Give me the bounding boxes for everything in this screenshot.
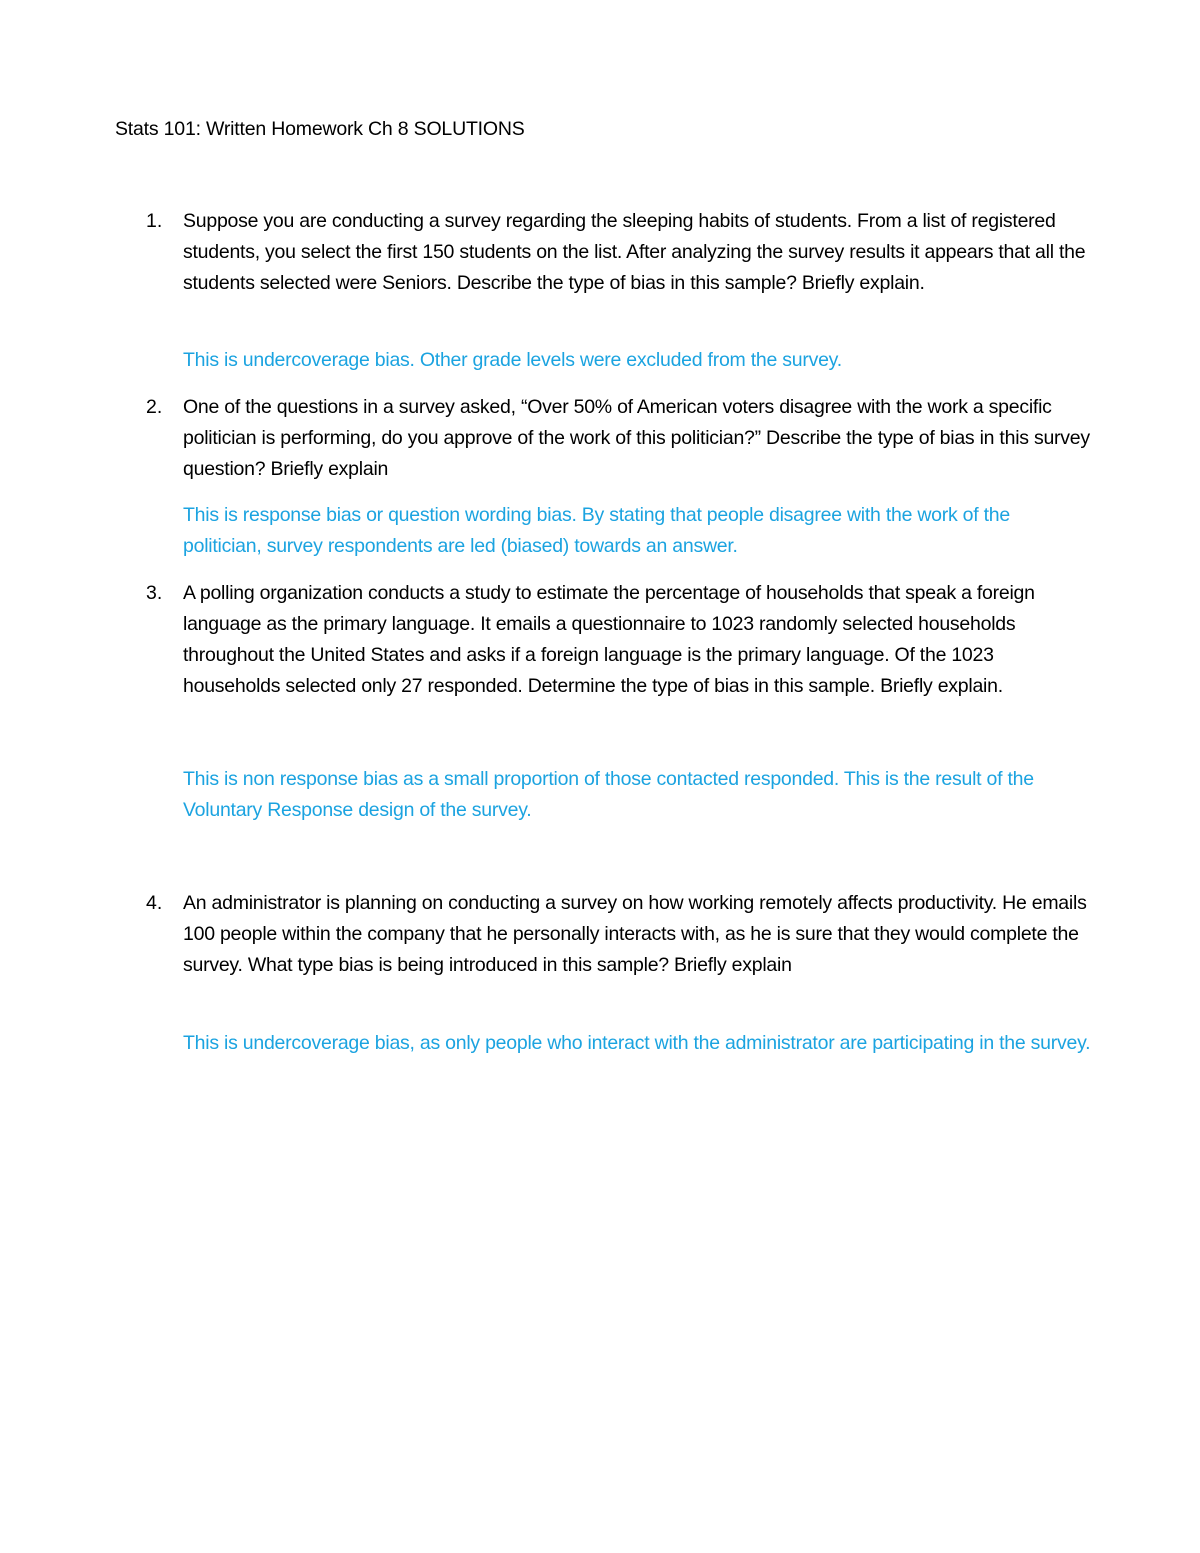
question-text: Suppose you are conducting a survey regarding the sleeping habits of students. From a list of registered students, you select the first 150 students on the list. After analyzing the survey results it appears that all the students selected were Seniors. Describe the type of bias in this sample? Briefly explain. bbox=[183, 210, 1086, 294]
question-block-2 bbox=[0, 392, 1200, 572]
question-number: 3. bbox=[146, 582, 163, 604]
question-number: 2. bbox=[146, 396, 163, 418]
question-text: One of the questions in a survey asked, “Over 50% of American voters disagree with the work a specific politician is performing, do you approve of the work of this politician?” Describe the type of bias in this survey question? Briefly explain bbox=[183, 396, 1090, 480]
answer-text: This is undercoverage bias. Other grade levels were excluded from the survey. bbox=[183, 349, 842, 371]
document-title: Stats 101: Written Homework Ch 8 SOLUTIONS bbox=[115, 118, 525, 140]
question-text: An administrator is planning on conducting a survey on how working remotely affects productivity. He emails 100 people within the company that he personally interacts with, as he is sure that they would complete the survey. What type bias is being introduced in this sample? Briefly explain bbox=[183, 892, 1087, 976]
question-number: 4. bbox=[146, 892, 163, 914]
question-block-3 bbox=[0, 578, 1200, 828]
question-block-1 bbox=[0, 206, 1200, 386]
answer-text: This is response bias or question wording bias. By stating that people disagree with the work of the politician, survey respondents are led (biased) towards an answer. bbox=[183, 504, 1010, 557]
question-block-4 bbox=[0, 888, 1200, 1098]
answer-text: This is undercoverage bias, as only people who interact with the administrator are participating in the survey. bbox=[183, 1032, 1091, 1054]
answer-text: This is non response bias as a small proportion of those contacted responded. This is the result of the Voluntary Response design of the survey. bbox=[183, 768, 1034, 821]
question-number: 1. bbox=[146, 210, 163, 232]
question-text: A polling organization conducts a study to estimate the percentage of households that speak a foreign language as the primary language. It emails a questionnaire to 1023 randomly selected households throughout the United States and asks if a foreign language is the primary language. Of the 1023 households selected only 27 responded. Determine the type of bias in this sample. Briefly explain. bbox=[183, 582, 1035, 697]
